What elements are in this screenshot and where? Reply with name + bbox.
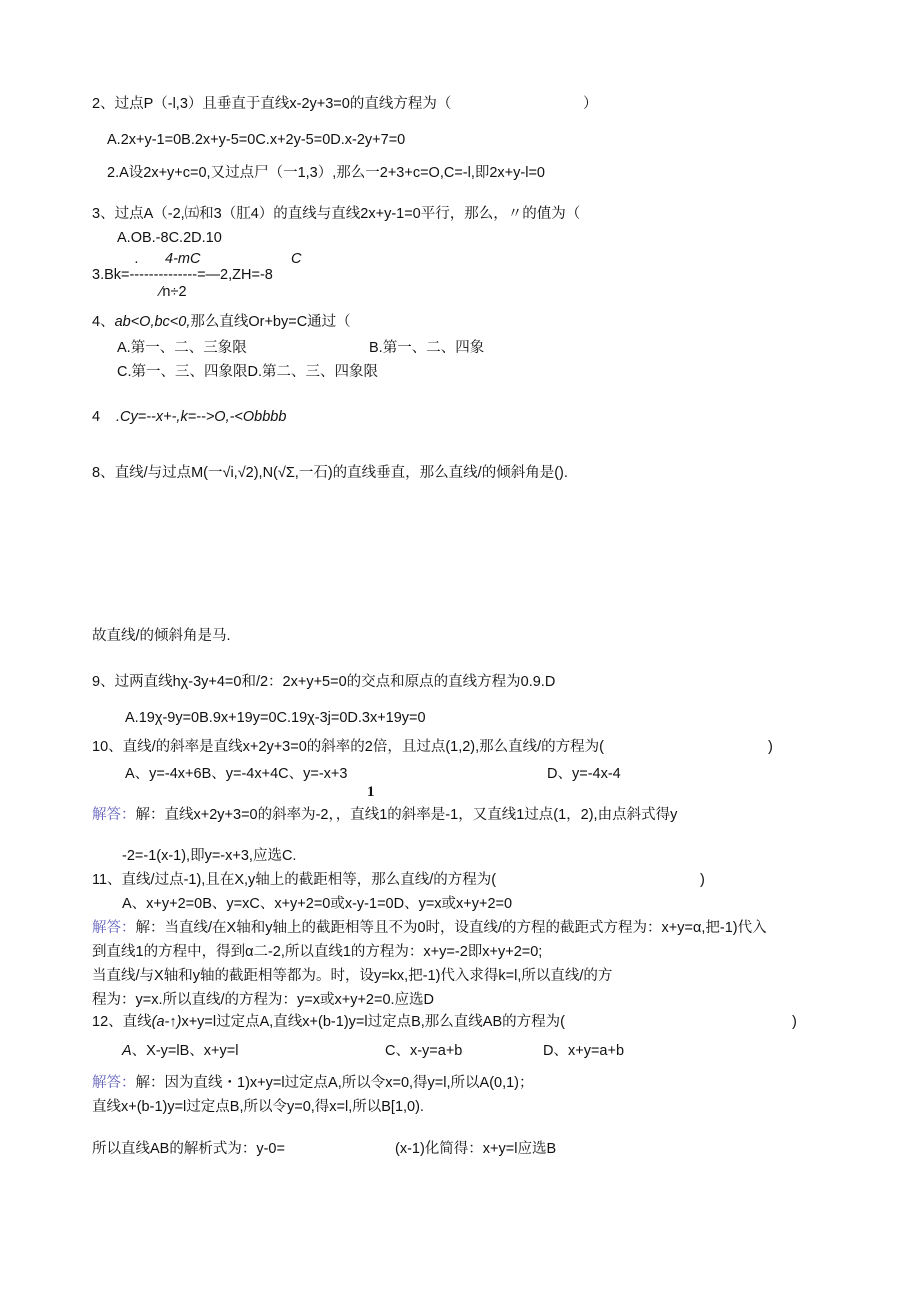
q4-question-prefix: 4、 — [92, 314, 115, 330]
q11-options: A、x+y+2=0B、y=xC、x+y+2=0或x-y-1=0D、y=x或x+y+2=0 — [122, 896, 513, 912]
q4-question-rest: 那么直线Or+by=C通过（ — [190, 314, 351, 330]
q10-answer-line1 — [92, 806, 677, 824]
q11-answer-line2: 到直线1的方程中，得到α二-2,所以直线1的方程为：x+y=-2即x+y+2=0; — [92, 944, 543, 960]
q12-question-italic: (a-↑) — [151, 1014, 182, 1030]
q3-fraction-dot: . — [135, 251, 140, 267]
q2-answer: 2.A设2x+y+c=0,又过点尸（一1,3）,那么一2+3+c=O,C=-l,即2x+y-l=0 — [107, 165, 545, 181]
q2-close-paren: ） — [583, 96, 598, 112]
q12-question-prefix: 12、直线 — [92, 1014, 152, 1030]
q8-conclusion: 故直线/的倾斜角是马. — [92, 628, 231, 644]
q12-option-a-letter: A — [122, 1043, 132, 1059]
q3-fraction-denominator: ∕n÷2 — [160, 284, 187, 300]
q10-options-abc: A、y=-4x+6B、y=-4x+4C、y=-x+3 — [125, 766, 348, 782]
q10-answer-line2: -2=-1(x-1),即y=-x+3,应选C. — [122, 848, 297, 864]
q3-options: A.OB.-8C.2D.10 — [117, 230, 222, 246]
q8-question: 8、直线/与过点M(一√i,√2),N(√Σ,一石)的直线垂直，那么直线/的倾斜角是(). — [92, 465, 568, 481]
q12-final-right: (x-1)化简得：x+y=l应选B — [395, 1141, 557, 1157]
q12-option-d: D、x+y=a+b — [543, 1043, 625, 1059]
q4-option-cd: C.第一、三、四象限D.第二、三、四象限 — [117, 364, 378, 380]
q4-option-b: B.第一、二、四象 — [369, 340, 485, 356]
q2-question: 2、过点P（-l,3）且垂直于直线x-2y+3=0的直线方程为（ — [92, 96, 452, 112]
q11-question: 11、直线/过点-1),且在X,y轴上的截距相等，那么直线/的方程为( — [92, 872, 497, 888]
q12-answer-text1: 解：因为直线・1)x+y=l过定点A,所以令x=0,得y=l,所以A(0,1)； — [135, 1075, 534, 1091]
q4-answer-number: 4 — [92, 409, 101, 425]
q12-answer-line2: 直线x+(b-1)y=l过定点B,所以令y=0,得x=l,所以B[1,0). — [92, 1099, 424, 1115]
q3-question: 3、过点A（-2,㈤和3（肛4）的直线与直线2x+y-1=0平行，那么，〃的值为（ — [92, 206, 581, 222]
q11-close-paren: ) — [700, 872, 705, 888]
q11-answer-line3: 当直线/与X轴和y轴的截距相等都为。时，设y=kx,把-1)代入求得k=l,所以直线/的方 — [92, 968, 613, 984]
q3-fraction-numerator: 4-mC — [165, 251, 201, 267]
q10-answer-text1: 解：直线x+2y+3=0的斜率为-2，，直线1的斜率是-1，又直线1过点(1，2),由点斜式得y — [135, 807, 678, 823]
q12-close-paren: ) — [792, 1014, 797, 1030]
q3-fraction-c: C — [291, 251, 302, 267]
q3-answer: 3.Bk=--------------=—2,ZH=-8 — [92, 267, 273, 283]
q9-options: A.19χ-9y=0B.9x+19y=0C.19χ-3j=0D.3x+19y=0 — [125, 710, 426, 726]
q11-answer-line1 — [92, 919, 767, 937]
q4-answer: .Cy=--x+-,k=-->O,-<Obbbb — [116, 409, 287, 425]
q4-question — [92, 313, 351, 331]
q12-question — [92, 1013, 565, 1031]
q4-question-condition: ab<O,bc<0, — [114, 314, 191, 330]
q10-stray-one: 1 — [367, 784, 375, 800]
q12-answer-label: 解答： — [92, 1075, 136, 1091]
q12-question-rest: x+y=l过定点A,直线x+(b-1)y=l过定点B,那么直线AB的方程为( — [181, 1014, 565, 1030]
q10-answer-label: 解答： — [92, 807, 136, 823]
q11-answer-text1: 解：当直线/在X轴和y轴上的截距相等且不为0时，设直线/的方程的截距式方程为：x+y=α,把-1)代入 — [135, 920, 767, 936]
q4-option-a: A.第一、二、三象限 — [117, 340, 247, 356]
q2-options: A.2x+y-1=0B.2x+y-5=0C.x+2y-5=0D.x-2y+7=0 — [107, 132, 406, 148]
q12-options-ab — [122, 1042, 238, 1060]
q12-answer-line1 — [92, 1074, 534, 1092]
q12-options-ab-text: 、X-y=lB、x+y=l — [131, 1043, 239, 1059]
q12-option-c: C、x-y=a+b — [385, 1043, 463, 1059]
q12-final-left: 所以直线AB的解析式为：y-0= — [92, 1141, 285, 1157]
q11-answer-label: 解答： — [92, 920, 136, 936]
q10-question: 10、直线/的斜率是直线x+2y+3=0的斜率的2倍，且过点(1,2),那么直线/的方程为( — [92, 739, 605, 755]
q10-option-d: D、y=-4x-4 — [547, 766, 621, 782]
q9-question: 9、过两直线hχ-3y+4=0和/2：2x+y+5=0的交点和原点的直线方程为0.9.D — [92, 674, 556, 690]
q11-answer-line4: 程为：y=x.所以直线/的方程为：y=x或x+y+2=0.应选D — [92, 992, 435, 1008]
q10-close-paren: ) — [768, 739, 773, 755]
